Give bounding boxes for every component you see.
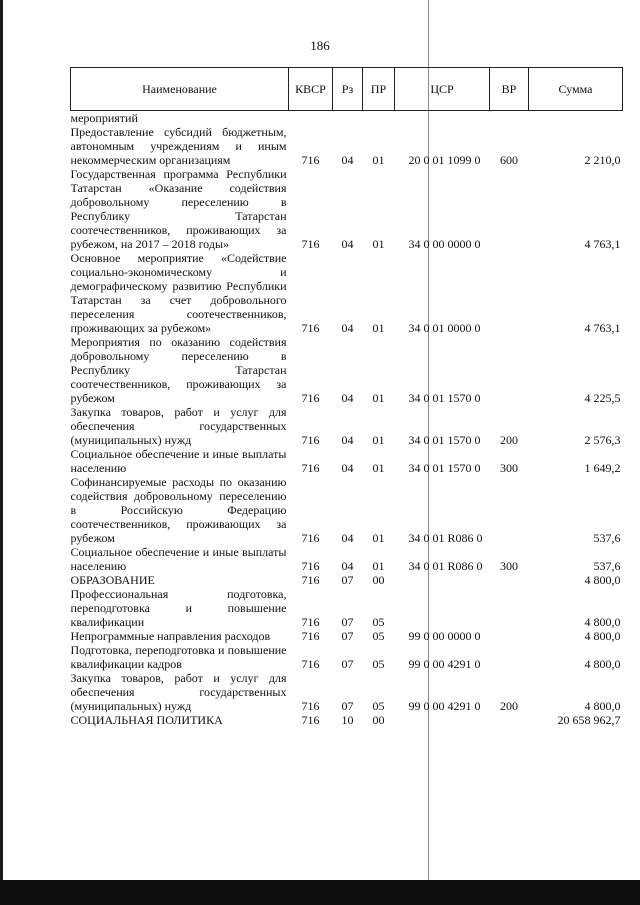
table-row xyxy=(71,545,623,573)
row-vr xyxy=(490,335,529,405)
row-pr: 05 xyxy=(372,657,385,671)
col-header-kvsr: КВСР xyxy=(289,68,333,111)
table-row xyxy=(71,643,623,671)
table-row xyxy=(71,671,623,713)
row-rz: 04 xyxy=(341,237,354,251)
row-csr xyxy=(395,713,490,727)
table-header-row xyxy=(71,68,623,111)
row-rz: 07 xyxy=(341,699,354,713)
row-rz: 07 xyxy=(341,615,354,629)
row-sum: 20 658 962,7 xyxy=(557,713,621,727)
row-name: Социальное обеспечение и иные выплаты населению xyxy=(70,447,287,475)
row-kvsr: 716 xyxy=(301,531,320,545)
row-sum xyxy=(529,111,623,126)
table-row xyxy=(71,125,623,167)
row-rz: 04 xyxy=(341,531,354,545)
row-name: Государственная программа Республики Татарстан «Оказание содействия добровольному переселению в Республику Татарстан соотечественников, проживающих за рубежом, на 2017 – 2018 годы» xyxy=(70,167,287,251)
row-sum: 4 225,5 xyxy=(584,391,621,405)
row-kvsr: 716 xyxy=(301,321,320,335)
row-name: Закупка товаров, работ и услуг для обеспечения государственных (муниципальных) нужд xyxy=(70,405,287,447)
row-vr: 300 xyxy=(500,461,518,475)
row-csr: 34 0 01 R086 0 xyxy=(408,531,483,545)
row-vr xyxy=(490,573,529,587)
row-rz: 07 xyxy=(341,657,354,671)
row-pr: 05 xyxy=(372,629,385,643)
row-sum: 2 576,3 xyxy=(584,433,621,447)
row-vr: 200 xyxy=(500,433,518,447)
row-rz: 04 xyxy=(341,559,354,573)
row-kvsr: 716 xyxy=(301,391,320,405)
row-csr: 34 0 01 0000 0 xyxy=(408,321,481,335)
row-csr: 34 0 01 R086 0 xyxy=(408,559,483,573)
row-csr: 99 0 00 4291 0 xyxy=(408,699,481,713)
row-kvsr: 716 xyxy=(301,237,320,251)
table-row xyxy=(71,111,623,126)
row-kvsr: 716 xyxy=(301,461,320,475)
row-kvsr: 716 xyxy=(301,629,320,643)
row-csr xyxy=(395,111,490,126)
row-kvsr: 716 xyxy=(301,433,320,447)
row-rz: 04 xyxy=(341,433,354,447)
row-pr: 00 xyxy=(372,573,385,587)
table-row xyxy=(71,573,623,587)
row-sum: 2 210,0 xyxy=(584,153,621,167)
scan-edge-bottom xyxy=(0,880,640,905)
table-row xyxy=(71,405,623,447)
row-name: Предоставление субсидий бюджетным, автономным учреждениям и иным некоммерческим организациям xyxy=(70,125,287,167)
row-vr xyxy=(490,111,529,126)
row-vr xyxy=(490,251,529,335)
col-header-csr: ЦСР xyxy=(395,68,490,111)
table-row xyxy=(71,251,623,335)
row-sum: 4 800,0 xyxy=(584,657,621,671)
row-rz: 04 xyxy=(341,461,354,475)
row-pr: 01 xyxy=(372,391,385,405)
row-csr: 34 0 01 1570 0 xyxy=(408,461,481,475)
budget-table xyxy=(70,67,623,727)
row-pr: 01 xyxy=(372,321,385,335)
scan-edge-left xyxy=(0,0,3,905)
row-pr: 01 xyxy=(372,153,385,167)
col-header-name: Наименование xyxy=(71,68,289,111)
row-sum: 4 800,0 xyxy=(584,629,621,643)
row-kvsr: 716 xyxy=(301,615,320,629)
row-name: Софинансируемые расходы по оказанию содействия добровольному переселению в Российскую Федерацию соотечественников, проживающих за рубежом xyxy=(70,475,287,545)
row-pr: 05 xyxy=(372,615,385,629)
page-number: 186 xyxy=(310,38,330,53)
row-name: Основное мероприятие «Содействие социально-экономическому и демографическому развитию Республики Татарстан за счет добровольного переселения соотечественников, проживающих за рубежом» xyxy=(70,251,287,335)
row-name: Закупка товаров, работ и услуг для обеспечения государственных (муниципальных) нужд xyxy=(70,671,287,713)
row-csr: 99 0 00 0000 0 xyxy=(408,629,481,643)
row-sum: 537,6 xyxy=(593,531,621,545)
row-sum: 4 800,0 xyxy=(584,573,621,587)
row-sum: 4 800,0 xyxy=(584,615,621,629)
row-rz: 07 xyxy=(341,573,354,587)
col-header-rz: Рз xyxy=(333,68,363,111)
row-rz: 07 xyxy=(341,629,354,643)
row-rz xyxy=(333,111,363,126)
row-rz: 04 xyxy=(341,321,354,335)
row-pr: 01 xyxy=(372,433,385,447)
row-kvsr xyxy=(289,111,333,126)
row-vr xyxy=(490,475,529,545)
row-name: ОБРАЗОВАНИЕ xyxy=(70,573,155,587)
table-row xyxy=(71,713,623,727)
row-pr: 01 xyxy=(372,237,385,251)
row-pr: 00 xyxy=(372,713,385,727)
row-kvsr: 716 xyxy=(301,657,320,671)
row-kvsr: 716 xyxy=(301,153,320,167)
row-name: мероприятий xyxy=(70,111,138,125)
row-vr xyxy=(490,643,529,671)
row-pr: 01 xyxy=(372,559,385,573)
row-name: Мероприятия по оказанию содействия добровольному переселению в Республику Татарстан соотечественников, проживающих за рубежом xyxy=(70,335,287,405)
row-sum: 4 800,0 xyxy=(584,699,621,713)
row-kvsr: 716 xyxy=(301,573,320,587)
row-name: Подготовка, переподготовка и повышение квалификации кадров xyxy=(70,643,287,671)
row-name: Непрограммные направления расходов xyxy=(70,629,271,643)
table-row xyxy=(71,587,623,629)
row-csr xyxy=(395,573,490,587)
table-row xyxy=(71,447,623,475)
col-header-sum: Сумма xyxy=(529,68,623,111)
row-vr xyxy=(490,167,529,251)
row-rz: 04 xyxy=(341,391,354,405)
row-sum: 1 649,2 xyxy=(584,461,621,475)
table-row xyxy=(71,335,623,405)
row-kvsr: 716 xyxy=(301,559,320,573)
row-csr: 99 0 00 4291 0 xyxy=(408,657,481,671)
row-vr: 200 xyxy=(500,699,518,713)
row-vr: 600 xyxy=(500,153,518,167)
row-sum: 537,6 xyxy=(593,559,621,573)
row-kvsr: 716 xyxy=(301,713,320,727)
row-csr: 34 0 01 1570 0 xyxy=(408,391,481,405)
row-sum: 4 763,1 xyxy=(584,321,621,335)
row-kvsr: 716 xyxy=(301,699,320,713)
row-rz: 04 xyxy=(341,153,354,167)
row-csr xyxy=(395,587,490,629)
table-row xyxy=(71,167,623,251)
row-vr xyxy=(490,587,529,629)
col-header-vr: ВР xyxy=(490,68,529,111)
row-name: Профессиональная подготовка, переподготовка и повышение квалификации xyxy=(70,587,287,629)
row-vr xyxy=(490,629,529,643)
row-csr: 34 0 00 0000 0 xyxy=(408,237,481,251)
row-pr: 05 xyxy=(372,699,385,713)
row-name: СОЦИАЛЬНАЯ ПОЛИТИКА xyxy=(70,713,223,727)
row-pr: 01 xyxy=(372,461,385,475)
row-sum: 4 763,1 xyxy=(584,237,621,251)
row-name: Социальное обеспечение и иные выплаты населению xyxy=(70,545,287,573)
table-row xyxy=(71,629,623,643)
row-pr: 01 xyxy=(372,531,385,545)
row-rz: 10 xyxy=(341,713,354,727)
row-csr: 20 0 01 1099 0 xyxy=(408,153,481,167)
row-pr xyxy=(363,111,395,126)
row-vr xyxy=(490,713,529,727)
col-header-pr: ПР xyxy=(363,68,395,111)
row-csr: 34 0 01 1570 0 xyxy=(408,433,481,447)
row-vr: 300 xyxy=(500,559,518,573)
table-row xyxy=(71,475,623,545)
